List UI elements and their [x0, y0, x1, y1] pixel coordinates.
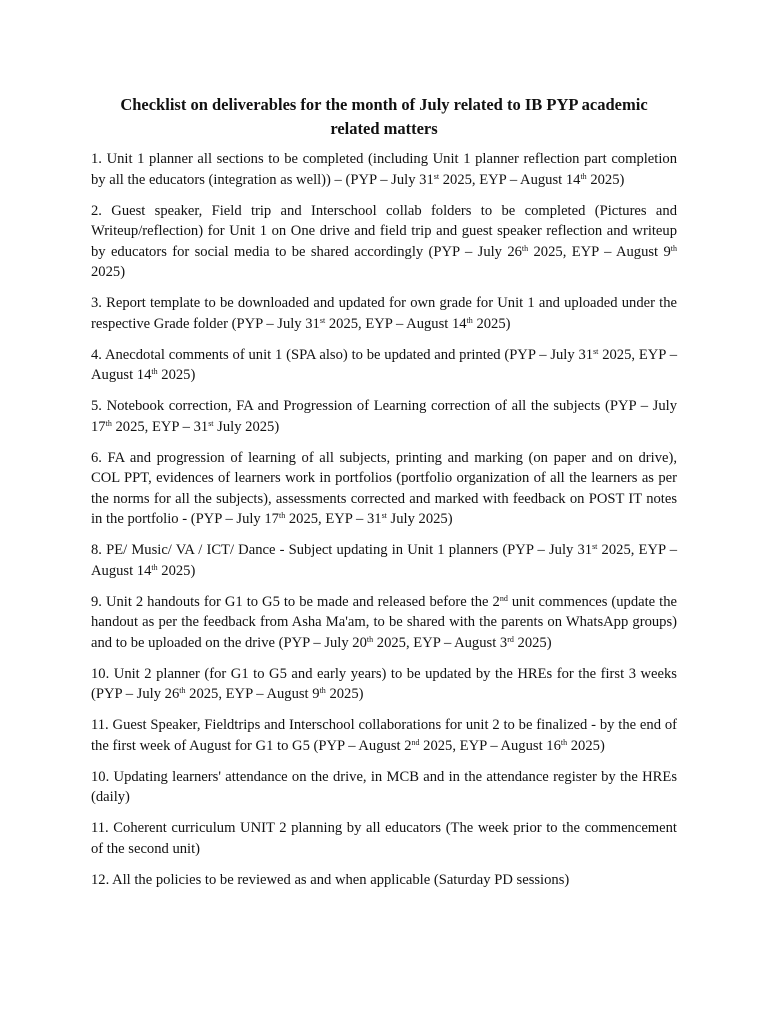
item-text: 2. Guest speaker, Field trip and Interschool collab folders to be completed (Pictures and Writeup/reflection) for Unit 1 on One drive and field trip and guest speaker reflection and writeup by educators for social media to be shared accordingly (PYP – July 26 — [91, 202, 677, 260]
ordinal-suffix: st — [592, 542, 598, 551]
checklist-item — [91, 715, 677, 756]
item-text: 2025, EYP – August 14 — [325, 315, 467, 332]
ordinal-suffix: rd — [507, 634, 514, 644]
checklist-item — [91, 396, 677, 437]
item-text: 2025) — [91, 264, 126, 280]
item-text: 10. Unit 2 planner (for G1 to G5 and early years) to be updated by the HREs for the first 3 weeks (PYP – July 26 — [91, 665, 677, 702]
item-text: 12. All the policies to be reviewed as and when applicable (Saturday PD sessions) — [91, 871, 570, 888]
ordinal-suffix: th — [521, 243, 529, 253]
ordinal-suffix: st — [319, 315, 326, 325]
item-text: 2025, EYP – August 14 — [91, 542, 677, 579]
checklist-item — [91, 870, 677, 891]
ordinal-suffix: st — [433, 171, 440, 181]
item-text: 8. PE/ Music/ VA / ICT/ Dance - Subject updating in Unit 1 planners (PYP – July 31 — [91, 542, 593, 558]
checklist-item — [91, 540, 677, 581]
ordinal-suffix: th — [105, 418, 112, 428]
item-text: 2025, EYP – 31 — [111, 418, 209, 435]
item-text: 2025) — [567, 737, 605, 754]
checklist-item — [91, 201, 677, 283]
ordinal-suffix: th — [466, 315, 473, 325]
item-text: 2025, EYP – August 9 — [528, 243, 671, 260]
ordinal-suffix: st — [381, 511, 387, 520]
checklist-item — [91, 448, 677, 530]
checklist-item — [91, 293, 677, 334]
ordinal-suffix: th — [151, 562, 158, 572]
item-text: 2025) — [513, 634, 552, 651]
item-text: 2025) — [586, 171, 625, 188]
ordinal-suffix: th — [179, 686, 186, 695]
item-text: 10. Updating learners' attendance on the drive, in MCB and in the attendance register by the HREs (daily) — [91, 768, 677, 805]
ordinal-suffix: th — [366, 634, 374, 644]
ordinal-suffix: th — [319, 686, 326, 695]
item-text: 6. FA and progression of learning of all subjects, printing and marking (on paper and on drive), COL PPT, evidences of learners work in portfolios (portfolio organization of all the learners as per the norms for all the subjects), assessments corrected and marked with feedback on POST IT notes in the portfolio - (PYP – July 17 — [91, 449, 677, 527]
item-text: 4. Anecdotal comments of unit 1 (SPA also) to be updated and printed (PYP – July 31 — [91, 346, 594, 363]
checklist — [91, 149, 677, 890]
item-text: 2025) — [325, 686, 364, 702]
item-text: 2025, EYP – August 14 — [439, 171, 581, 188]
item-text: 2025, EYP – 31 — [285, 511, 382, 527]
item-text: 9. Unit 2 handouts for G1 to G5 to be made and released before the 2 — [91, 593, 500, 610]
item-text: 5. Notebook correction, FA and Progression of Learning correction of all the subjects (PYP – July 17 — [91, 398, 677, 435]
document-title — [91, 93, 677, 141]
ordinal-suffix: st — [593, 346, 599, 356]
ordinal-suffix: th — [151, 367, 158, 376]
checklist-item — [91, 664, 677, 705]
item-text: 1. Unit 1 planner all sections to be completed (including Unit 1 planner reflection part completion by all the educators (integration as well)) – (PYP – July 31 — [91, 151, 677, 188]
checklist-item — [91, 818, 677, 859]
item-text: 2025, EYP – August 16 — [419, 737, 561, 754]
checklist-item — [91, 345, 677, 386]
title-line-2: related matters — [330, 119, 438, 138]
item-text: 2025, EYP – August 14 — [91, 346, 677, 383]
ordinal-suffix: nd — [499, 593, 508, 603]
item-text: 3. Report template to be downloaded and updated for own grade for Unit 1 and uploaded under the respective Grade folder (PYP – July 31 — [91, 295, 677, 332]
checklist-item — [91, 592, 677, 654]
ordinal-suffix: st — [208, 418, 214, 428]
item-text: 2025) — [472, 315, 511, 332]
item-text: unit commences (update the handout as per the feedback from Asha Ma'am, to be shared with the parents on WhatsApp groups) and to be uploaded on the drive (PYP – July 20 — [91, 593, 677, 651]
ordinal-suffix: th — [670, 243, 677, 253]
item-text: 11. Guest Speaker, Fieldtrips and Interschool collaborations for unit 2 to be finalized - by the end of the first week of August for G1 to G5 (PYP – August 2 — [91, 717, 677, 754]
item-text: 2025, EYP – August 3 — [373, 634, 508, 651]
checklist-item — [91, 149, 677, 190]
item-text: July 2025) — [213, 418, 280, 435]
ordinal-suffix: th — [560, 737, 568, 747]
item-text: 2025) — [157, 562, 196, 579]
item-text: 11. Coherent curriculum UNIT 2 planning by all educators (The week prior to the commencement of the second unit) — [91, 820, 677, 857]
item-text: 2025, EYP – August 9 — [185, 686, 320, 702]
title-line-1: Checklist on deliverables for the month of July related to IB PYP academic — [120, 95, 648, 114]
ordinal-suffix: th — [580, 171, 587, 181]
checklist-item — [91, 767, 677, 808]
ordinal-suffix: th — [278, 511, 286, 520]
ordinal-suffix: nd — [411, 737, 420, 747]
item-text: July 2025) — [386, 511, 453, 527]
item-text: 2025) — [157, 367, 196, 383]
